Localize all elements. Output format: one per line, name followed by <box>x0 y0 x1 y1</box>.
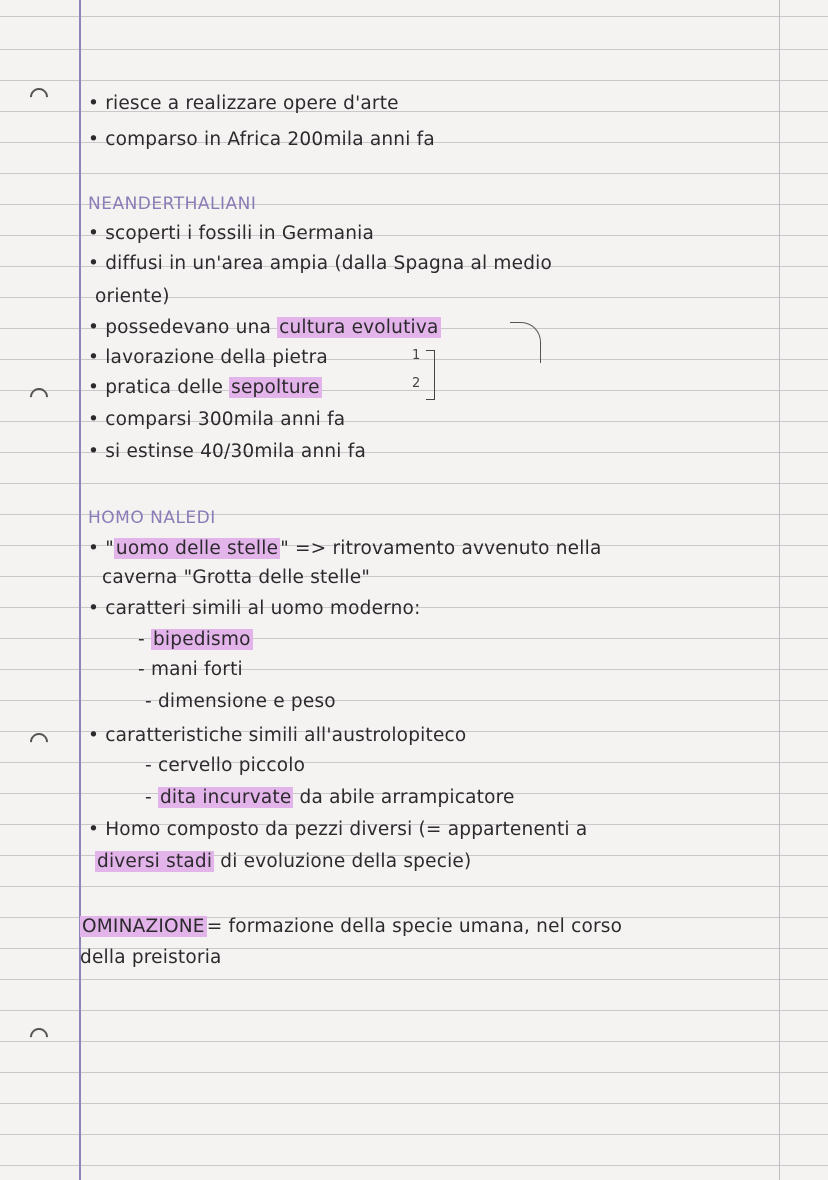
text: " => ritrovamento avvenuto nella <box>280 538 602 559</box>
note-line: - cervello piccolo <box>145 755 306 776</box>
section-title-homo-naledi: HOMO NALEDI <box>88 508 216 528</box>
text: • possedevano una <box>88 317 278 338</box>
highlighted-text: dita incurvate <box>159 787 292 808</box>
note-line: oriente) <box>95 286 170 307</box>
text: da abile arrampicatore <box>293 787 515 808</box>
note-line: • scoperti i fossili in Germania <box>88 223 375 244</box>
highlighted-term: OMINAZIONE <box>82 916 205 937</box>
note-line <box>138 628 253 652</box>
definition-line <box>80 915 622 939</box>
list-number: 2 <box>412 376 421 391</box>
right-margin-line <box>779 0 780 1180</box>
text: = formazione della specie umana, nel corso <box>206 916 623 937</box>
text: di evoluzione della specie) <box>214 851 472 872</box>
note-line <box>145 786 515 810</box>
highlighted-text: bipedismo <box>152 629 251 650</box>
list-number: 1 <box>412 348 421 363</box>
note-line: caverna "Grotta delle stelle" <box>102 567 371 588</box>
note-line: - dimensione e peso <box>145 691 336 712</box>
note-line <box>88 537 602 561</box>
note-line: della preistoria <box>80 947 222 968</box>
text: - <box>145 787 158 808</box>
note-line <box>95 850 471 874</box>
note-line <box>88 376 322 400</box>
text: - <box>138 629 151 650</box>
note-line: • caratteri simili al uomo moderno: <box>88 598 421 619</box>
text: • " <box>88 538 114 559</box>
margin-line <box>79 0 81 1180</box>
note-line: • caratteristiche simili all'austrolopiteco <box>88 725 467 746</box>
highlighted-text: diversi stadi <box>97 851 213 872</box>
note-line: • diffusi in un'area ampia (dalla Spagna al medio <box>88 253 553 274</box>
note-line: • Homo composto da pezzi diversi (= appartenenti a <box>88 819 588 840</box>
note-line: • riesce a realizzare opere d'arte <box>88 93 399 114</box>
note-line <box>88 316 441 340</box>
note-line: - mani forti <box>138 659 243 680</box>
section-title-neanderthal: NEANDERTHALIANI <box>88 194 257 214</box>
highlighted-text: uomo delle stelle <box>115 538 279 559</box>
note-line: • si estinse 40/30mila anni fa <box>88 441 366 462</box>
note-line: • lavorazione della pietra <box>88 347 328 368</box>
text: • pratica delle <box>88 377 230 398</box>
note-line: • comparso in Africa 200mila anni fa <box>88 129 435 150</box>
note-line: • comparsi 300mila anni fa <box>88 409 346 430</box>
bracket-mark <box>426 350 435 400</box>
highlighted-text: cultura evolutiva <box>279 317 439 338</box>
highlighted-text: sepolture <box>231 377 320 398</box>
